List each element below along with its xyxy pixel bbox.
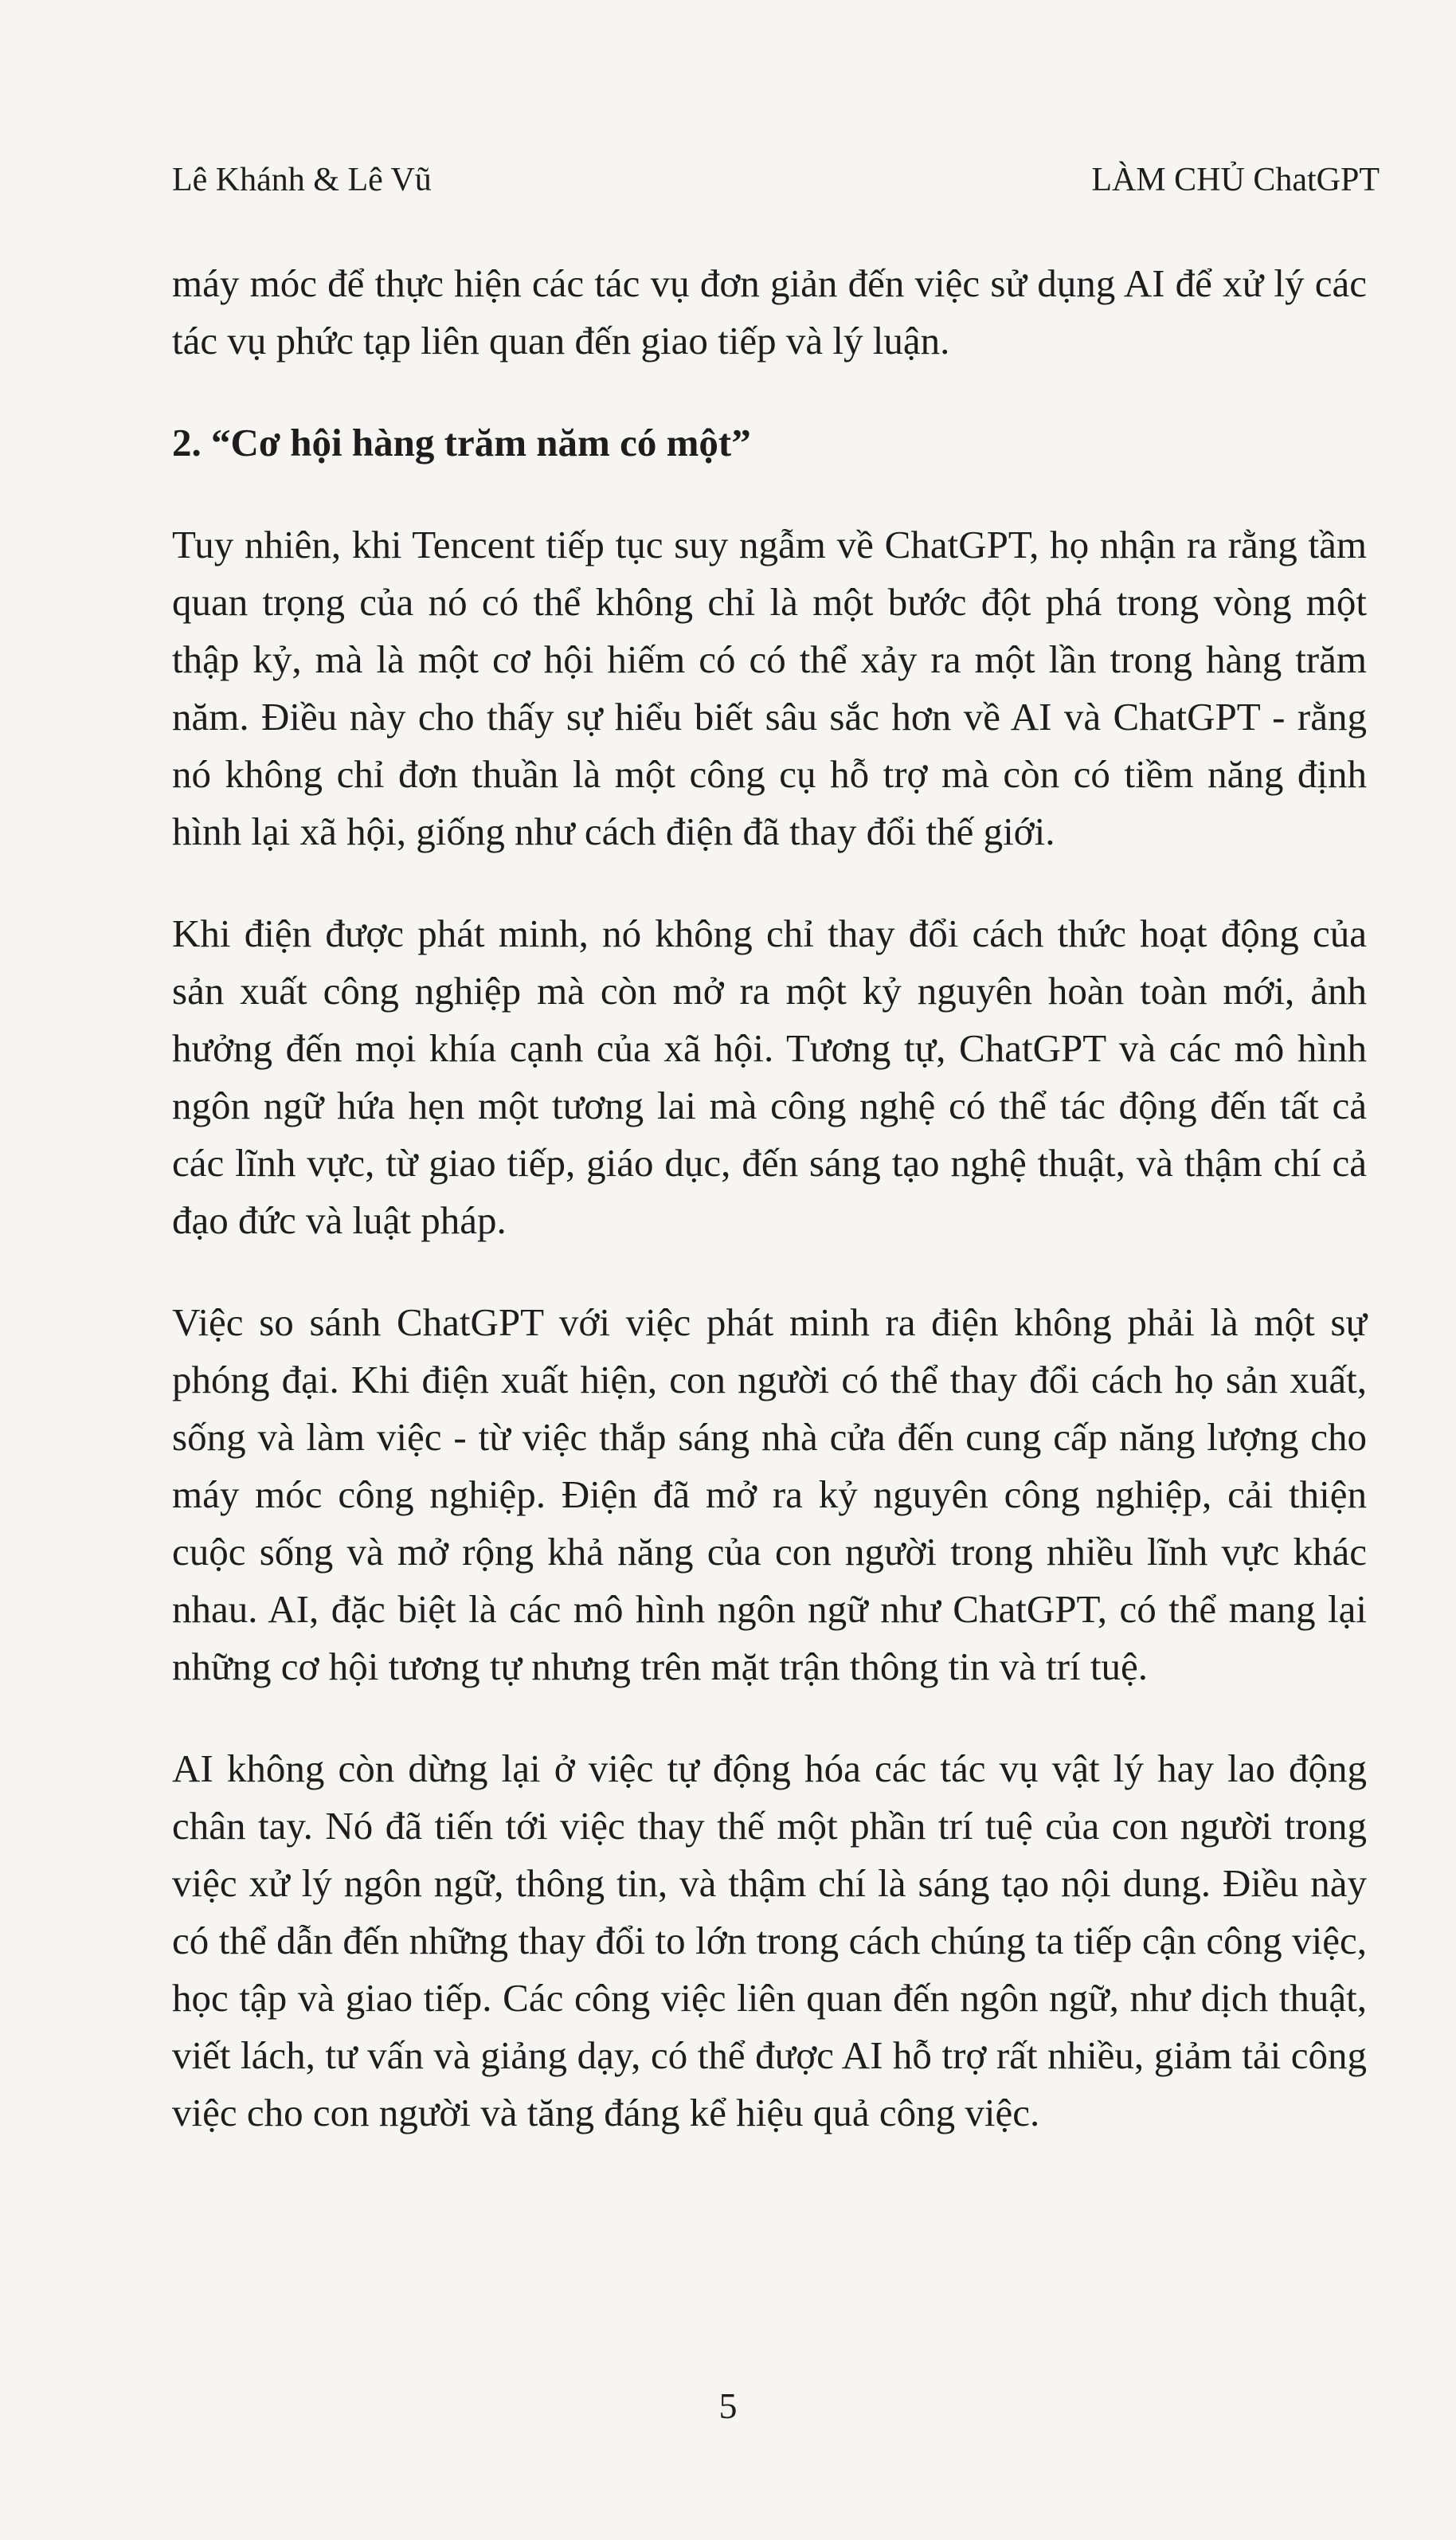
running-header xyxy=(172,156,1380,204)
section-heading: 2. “Cơ hội hàng trăm năm có một” xyxy=(172,421,751,464)
paragraph: AI không còn dừng lại ở việc tự động hóa các tác vụ vật lý hay lao động chân tay. Nó đã tiến tới việc thay thế một phần trí tuệ của con người trong việc xử lý ngôn ngữ, thông tin, và thậm chí là sáng tạo nội dung. Điều này có thể dẫn đến những thay đổi to lớn trong cách chúng ta tiếp cận công việc, học tập và giao tiếp. Các công việc liên quan đến ngôn ngữ, như dịch thuật, viết lách, tư vấn và giảng dạy, có thể được AI hỗ trợ rất nhiều, giảm tải công việc cho con người và tăng đáng kể hiệu quả công việc. xyxy=(172,1746,1367,2134)
paragraph: Việc so sánh ChatGPT với việc phát minh ra điện không phải là một sự phóng đại. Khi điện xuất hiện, con người có thể thay đổi cách họ sản xuất, sống và làm việc - từ việc thắp sáng nhà cửa đến cung cấp năng lượng cho máy móc công nghiệp. Điện đã mở ra kỷ nguyên công nghiệp, cải thiện cuộc sống và mở rộng khả năng của con người trong nhiều lĩnh vực khác nhau. AI, đặc biệt là các mô hình ngôn ngữ như ChatGPT, có thể mang lại những cơ hội tương tự nhưng trên mặt trận thông tin và trí tuệ. xyxy=(172,1300,1367,1688)
page-number: 5 xyxy=(718,2385,738,2426)
paragraph-gap xyxy=(172,370,1367,414)
paragraph-gap xyxy=(172,860,1367,905)
paragraph: Khi điện được phát minh, nó không chỉ thay đổi cách thức hoạt động của sản xuất công nghiệp mà còn mở ra một kỷ nguyên hoàn toàn mới, ảnh hưởng đến mọi khía cạnh của xã hội. Tương tự, ChatGPT và các mô hình ngôn ngữ hứa hẹn một tương lai mà công nghệ có thể tác động đến tất cả các lĩnh vực, từ giao tiếp, giáo dục, đến sáng tạo nghệ thuật, và thậm chí cả đạo đức và luật pháp. xyxy=(172,911,1367,1242)
paragraph-gap xyxy=(172,1249,1367,1294)
page-body xyxy=(172,255,1367,2142)
header-authors: Lê Khánh & Lê Vũ xyxy=(172,162,432,198)
header-book-title: LÀM CHỦ ChatGPT xyxy=(1091,162,1380,198)
paragraph-gap xyxy=(172,1695,1367,1740)
paragraph-gap xyxy=(172,472,1367,516)
paragraph-continued: máy móc để thực hiện các tác vụ đơn giản đến việc sử dụng AI để xử lý các tác vụ phức tạp liên quan đến giao tiếp và lý luận. xyxy=(172,261,1367,363)
paragraph: Tuy nhiên, khi Tencent tiếp tục suy ngẫm về ChatGPT, họ nhận ra rằng tầm quan trọng của nó có thể không chỉ là một bước đột phá trong vòng một thập kỷ, mà là một cơ hội hiếm có có thể xảy ra một lần trong hàng trăm năm. Điều này cho thấy sự hiểu biết sâu sắc hơn về AI và ChatGPT - rằng nó không chỉ đơn thuần là một công cụ hỗ trợ mà còn có tiềm năng định hình lại xã hội, giống như cách điện đã thay đổi thế giới. xyxy=(172,523,1367,853)
